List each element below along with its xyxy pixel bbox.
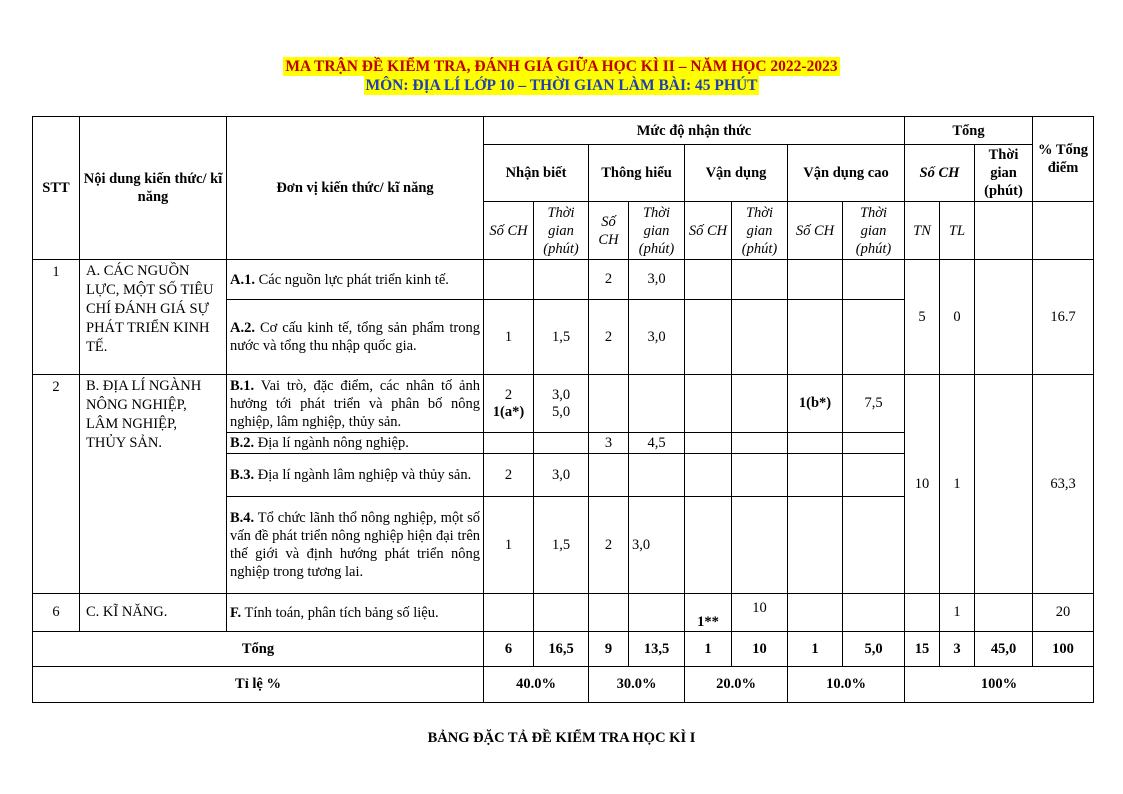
th-ch: 2 [589, 260, 629, 300]
total-value: 9 [589, 632, 629, 667]
col-van-dung-cao: Vận dụng cao [788, 145, 905, 202]
nb-ch: 1 [484, 497, 534, 594]
main-title: MA TRẬN ĐỀ KIỂM TRA, ĐÁNH GIÁ GIỮA HỌC KÌ II – NĂM HỌC 2022-2023 [285, 58, 838, 75]
total-value: 100 [1033, 632, 1094, 667]
topic-text: B. ĐỊA LÍ NGÀNH NÔNG NGHIỆP, LÂM NGHIỆP, THỦY SẢN. [86, 378, 202, 451]
total-value: 45,0 [975, 632, 1033, 667]
col-thong-hieu: Thông hiểu [589, 145, 685, 202]
col-thoi-gian [975, 145, 1033, 202]
nb-ch [484, 375, 534, 433]
unit-text: Địa lí ngành lâm nghiệp và thủy sản. [254, 467, 472, 483]
unit-cell [227, 433, 484, 454]
ratio-value: 30.0% [589, 667, 685, 703]
total-value: 1 [788, 632, 843, 667]
unit-cell [227, 300, 484, 375]
total-tn: 5 [905, 260, 940, 375]
topic-cell [80, 594, 227, 632]
col-nhan-biet: Nhận biết [484, 145, 589, 202]
unit-code: B.1. [230, 377, 255, 394]
sub-so-ch: Số CH [484, 202, 534, 260]
unit-cell [227, 375, 484, 433]
sub-thoi-gian: Thời gian (phút) [534, 202, 589, 260]
unit-cell [227, 454, 484, 497]
nb-tg: 3,0 [534, 454, 589, 497]
total-label: Tổng [33, 632, 484, 667]
nb-ch: 2 [484, 454, 534, 497]
sub-tn: TN [905, 202, 940, 260]
col-level: Mức độ nhận thức [484, 117, 905, 145]
vdc-ch: 1(b*) [788, 375, 843, 433]
total-tn: 10 [905, 375, 940, 594]
unit-code: A.1. [230, 271, 255, 288]
table-row [33, 375, 1094, 433]
ratio-label: Tỉ lệ % [33, 667, 484, 703]
total-tl: 1 [940, 375, 975, 594]
table-row [33, 260, 1094, 300]
unit-text: Các nguồn lực phát triển kinh tế. [254, 271, 449, 288]
unit-text: Cơ cấu kinh tế, tổng sản phẩm trong nước và tổng thu nhập quốc gia. [230, 320, 480, 354]
unit-cell [227, 594, 484, 632]
unit-cell [227, 497, 484, 594]
table-row [33, 594, 1094, 632]
stt-cell: 2 [33, 375, 80, 594]
specification-title: BẢNG ĐẶC TẢ ĐỀ KIỂM TRA HỌC KÌ I [427, 730, 696, 746]
nb-tg-essay: 5,0 [551, 403, 571, 420]
topic-text: C. KĨ NĂNG. [86, 604, 168, 620]
th-tg: 3,0 [629, 497, 685, 594]
total-value: 3 [940, 632, 975, 667]
total-value: 15 [905, 632, 940, 667]
unit-code: B.4. [230, 510, 255, 526]
sub-tl: TL [940, 202, 975, 260]
sub-so-ch: Số CH [685, 202, 732, 260]
unit-text: Vai trò, đặc điểm, các nhân tố ảnh hưởng tới phát triển và phân bố nông nghiệp, lâm nghiệp, thủy sản. [230, 377, 480, 430]
sub-so-ch: Số CH [589, 202, 629, 260]
total-value: 1 [685, 632, 732, 667]
col-van-dung: Vận dụng [685, 145, 788, 202]
col-total: Tổng [905, 117, 1033, 145]
unit-text: Tổ chức lãnh thổ nông nghiệp, một số vấn đề phát triển nông nghiệp hiện đại trên thế giới và định hướng phát triển nông nghiệp trong tương lai. [230, 510, 480, 580]
stt-cell: 6 [33, 594, 80, 632]
sub-thoi-gian: Thời gian (phút) [732, 202, 788, 260]
th-ch: 2 [589, 497, 629, 594]
col-unit: Đơn vị kiến thức/ kĩ năng [227, 117, 484, 260]
topic-text: A. CÁC NGUỒN LỰC, MỘT SỐ TIÊU CHÍ ĐÁNH GIÁ SỰ PHÁT TRIỂN KINH TẾ. [86, 263, 214, 355]
ratio-value: 20.0% [685, 667, 788, 703]
th-ch: 3 [589, 433, 629, 454]
total-row [33, 632, 1094, 667]
total-value: 13,5 [629, 632, 685, 667]
sub-so-ch: Số CH [788, 202, 843, 260]
col-content: Nội dung kiến thức/ kĩ năng [80, 117, 227, 260]
topic-cell [80, 260, 227, 375]
document-header [0, 57, 1123, 95]
th-ch: 2 [589, 300, 629, 375]
unit-code: B.2. [230, 435, 255, 451]
nb-ch-essay: 1(a*) [492, 403, 525, 420]
col-so-ch: Số CH [905, 145, 975, 202]
vdc-tg: 7,5 [843, 375, 905, 433]
nb-tg-value: 3,0 [551, 386, 571, 403]
percent-cell: 20 [1033, 594, 1094, 632]
unit-code: B.3. [230, 467, 255, 483]
topic-cell [80, 375, 227, 594]
sub-thoi-gian: Thời gian (phút) [629, 202, 685, 260]
total-value: 5,0 [843, 632, 905, 667]
matrix-table [32, 116, 1094, 703]
col-percent: % Tổng điểm [1033, 117, 1094, 202]
ratio-value: 40.0% [484, 667, 589, 703]
total-tl: 1 [940, 594, 975, 632]
unit-code: A.2. [230, 320, 255, 336]
unit-text: Địa lí ngành nông nghiệp. [254, 435, 409, 451]
th-tg: 4,5 [629, 433, 685, 454]
nb-tg [534, 375, 589, 433]
unit-text: Tính toán, phân tích bảng số liệu. [241, 604, 439, 621]
vd-ch: 1** [685, 594, 732, 632]
total-value: 16,5 [534, 632, 589, 667]
th-tg: 3,0 [629, 260, 685, 300]
ratio-value: 10.0% [788, 667, 905, 703]
empty-cell [975, 202, 1033, 260]
ratio-value: 100% [905, 667, 1094, 703]
subject-title: MÔN: ĐỊA LÍ LỚP 10 – THỜI GIAN LÀM BÀI: 45 PHÚT [365, 77, 758, 94]
unit-cell [227, 260, 484, 300]
total-value: 6 [484, 632, 534, 667]
th-tg: 3,0 [629, 300, 685, 375]
nb-ch-value: 2 [504, 386, 513, 403]
percent-cell: 63,3 [1033, 375, 1094, 594]
thoi-gian-label: Thời gian (phút) [984, 147, 1023, 199]
stt-cell: 1 [33, 260, 80, 375]
nb-tg: 1,5 [534, 300, 589, 375]
vd-tg: 10 [732, 594, 788, 632]
sub-thoi-gian: Thời gian (phút) [843, 202, 905, 260]
header-row-1 [33, 117, 1094, 145]
col-stt: STT [33, 117, 80, 260]
percent-cell: 16.7 [1033, 260, 1094, 375]
nb-tg: 1,5 [534, 497, 589, 594]
total-tl: 0 [940, 260, 975, 375]
total-value: 10 [732, 632, 788, 667]
ratio-row [33, 667, 1094, 703]
empty-cell [1033, 202, 1094, 260]
unit-code: F. [230, 604, 242, 621]
nb-ch: 1 [484, 300, 534, 375]
